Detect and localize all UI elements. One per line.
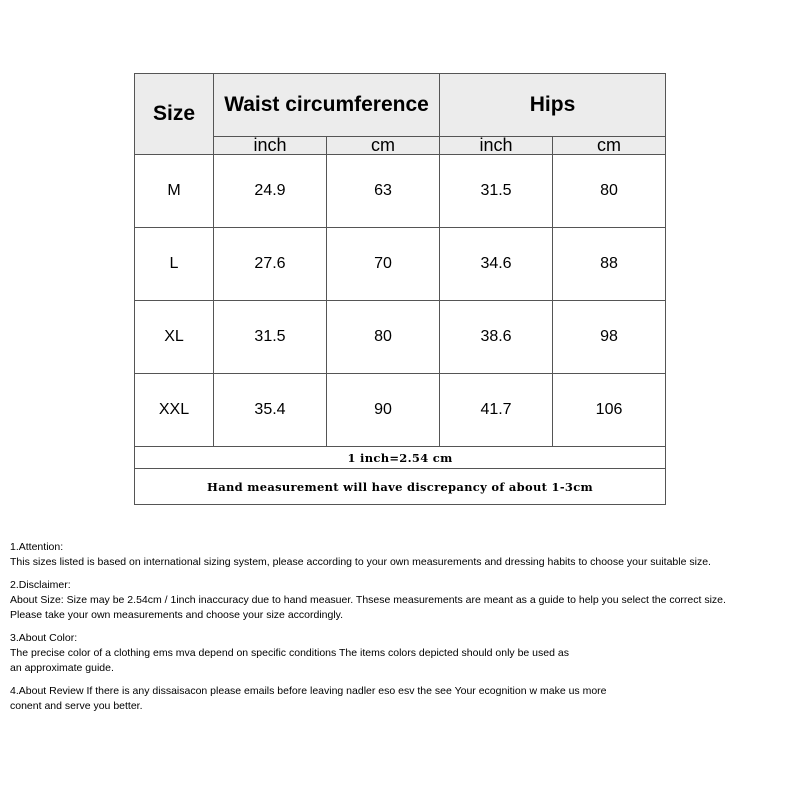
note-text: The precise color of a clothing ems mva depend on specific conditions The items colors depicted should only be used as (10, 647, 569, 659)
hips-cm-cell: 98 (553, 301, 666, 374)
color-note (10, 631, 800, 676)
note-heading: 3.About Color: (10, 632, 78, 644)
size-cell: M (135, 155, 214, 228)
hips-cm-cell: 106 (553, 374, 666, 447)
size-header: Size (135, 74, 214, 155)
unit-header: cm (553, 137, 666, 155)
table-row (135, 301, 666, 374)
waist-header: Waist circumference (214, 74, 440, 137)
discrepancy-note: Hand measurement will have discrepancy of about 1-3cm (135, 469, 666, 505)
unit-header: inch (440, 137, 553, 155)
waist-inch-cell: 24.9 (214, 155, 327, 228)
conversion-note: 1 inch=2.54 cm (135, 447, 666, 469)
note-heading: 1.Attention: (10, 541, 64, 553)
waist-cm-cell: 90 (327, 374, 440, 447)
size-cell: XXL (135, 374, 214, 447)
discrepancy-row (135, 469, 666, 505)
hips-inch-cell: 38.6 (440, 301, 553, 374)
size-chart-table (134, 73, 666, 505)
notes-section (10, 540, 800, 722)
note-text: This sizes listed is based on international sizing system, please according to your own measurements and dressing habits to choose your suitable size. (10, 556, 711, 568)
unit-header: cm (327, 137, 440, 155)
conversion-row (135, 447, 666, 469)
waist-cm-cell: 63 (327, 155, 440, 228)
waist-cm-cell: 70 (327, 228, 440, 301)
note-heading: 2.Disclaimer: (10, 579, 71, 591)
waist-inch-cell: 31.5 (214, 301, 327, 374)
waist-inch-cell: 27.6 (214, 228, 327, 301)
review-note (10, 684, 800, 714)
disclaimer-note (10, 578, 800, 623)
hips-cm-cell: 88 (553, 228, 666, 301)
note-text: About Size: Size may be 2.54cm / 1inch inaccuracy due to hand measuer. Thsese measurements are meant as a guide to help you select the correct size. (10, 594, 726, 606)
note-text: conent and serve you better. (10, 700, 143, 712)
unit-header: inch (214, 137, 327, 155)
waist-cm-cell: 80 (327, 301, 440, 374)
table-row (135, 374, 666, 447)
hips-header: Hips (440, 74, 666, 137)
attention-note (10, 540, 800, 570)
note-text: Please take your own measurements and choose your size accordingly. (10, 609, 344, 621)
hips-inch-cell: 41.7 (440, 374, 553, 447)
table-row (135, 228, 666, 301)
size-cell: XL (135, 301, 214, 374)
size-cell: L (135, 228, 214, 301)
waist-inch-cell: 35.4 (214, 374, 327, 447)
hips-inch-cell: 34.6 (440, 228, 553, 301)
table-row (135, 155, 666, 228)
hips-cm-cell: 80 (553, 155, 666, 228)
units-row (135, 137, 666, 155)
hips-inch-cell: 31.5 (440, 155, 553, 228)
table-header-row (135, 74, 666, 137)
note-text: an approximate guide. (10, 662, 114, 674)
note-text: 4.About Review If there is any dissaisacon please emails before leaving nadler eso esv the see Your ecognition w make us more (10, 685, 607, 697)
